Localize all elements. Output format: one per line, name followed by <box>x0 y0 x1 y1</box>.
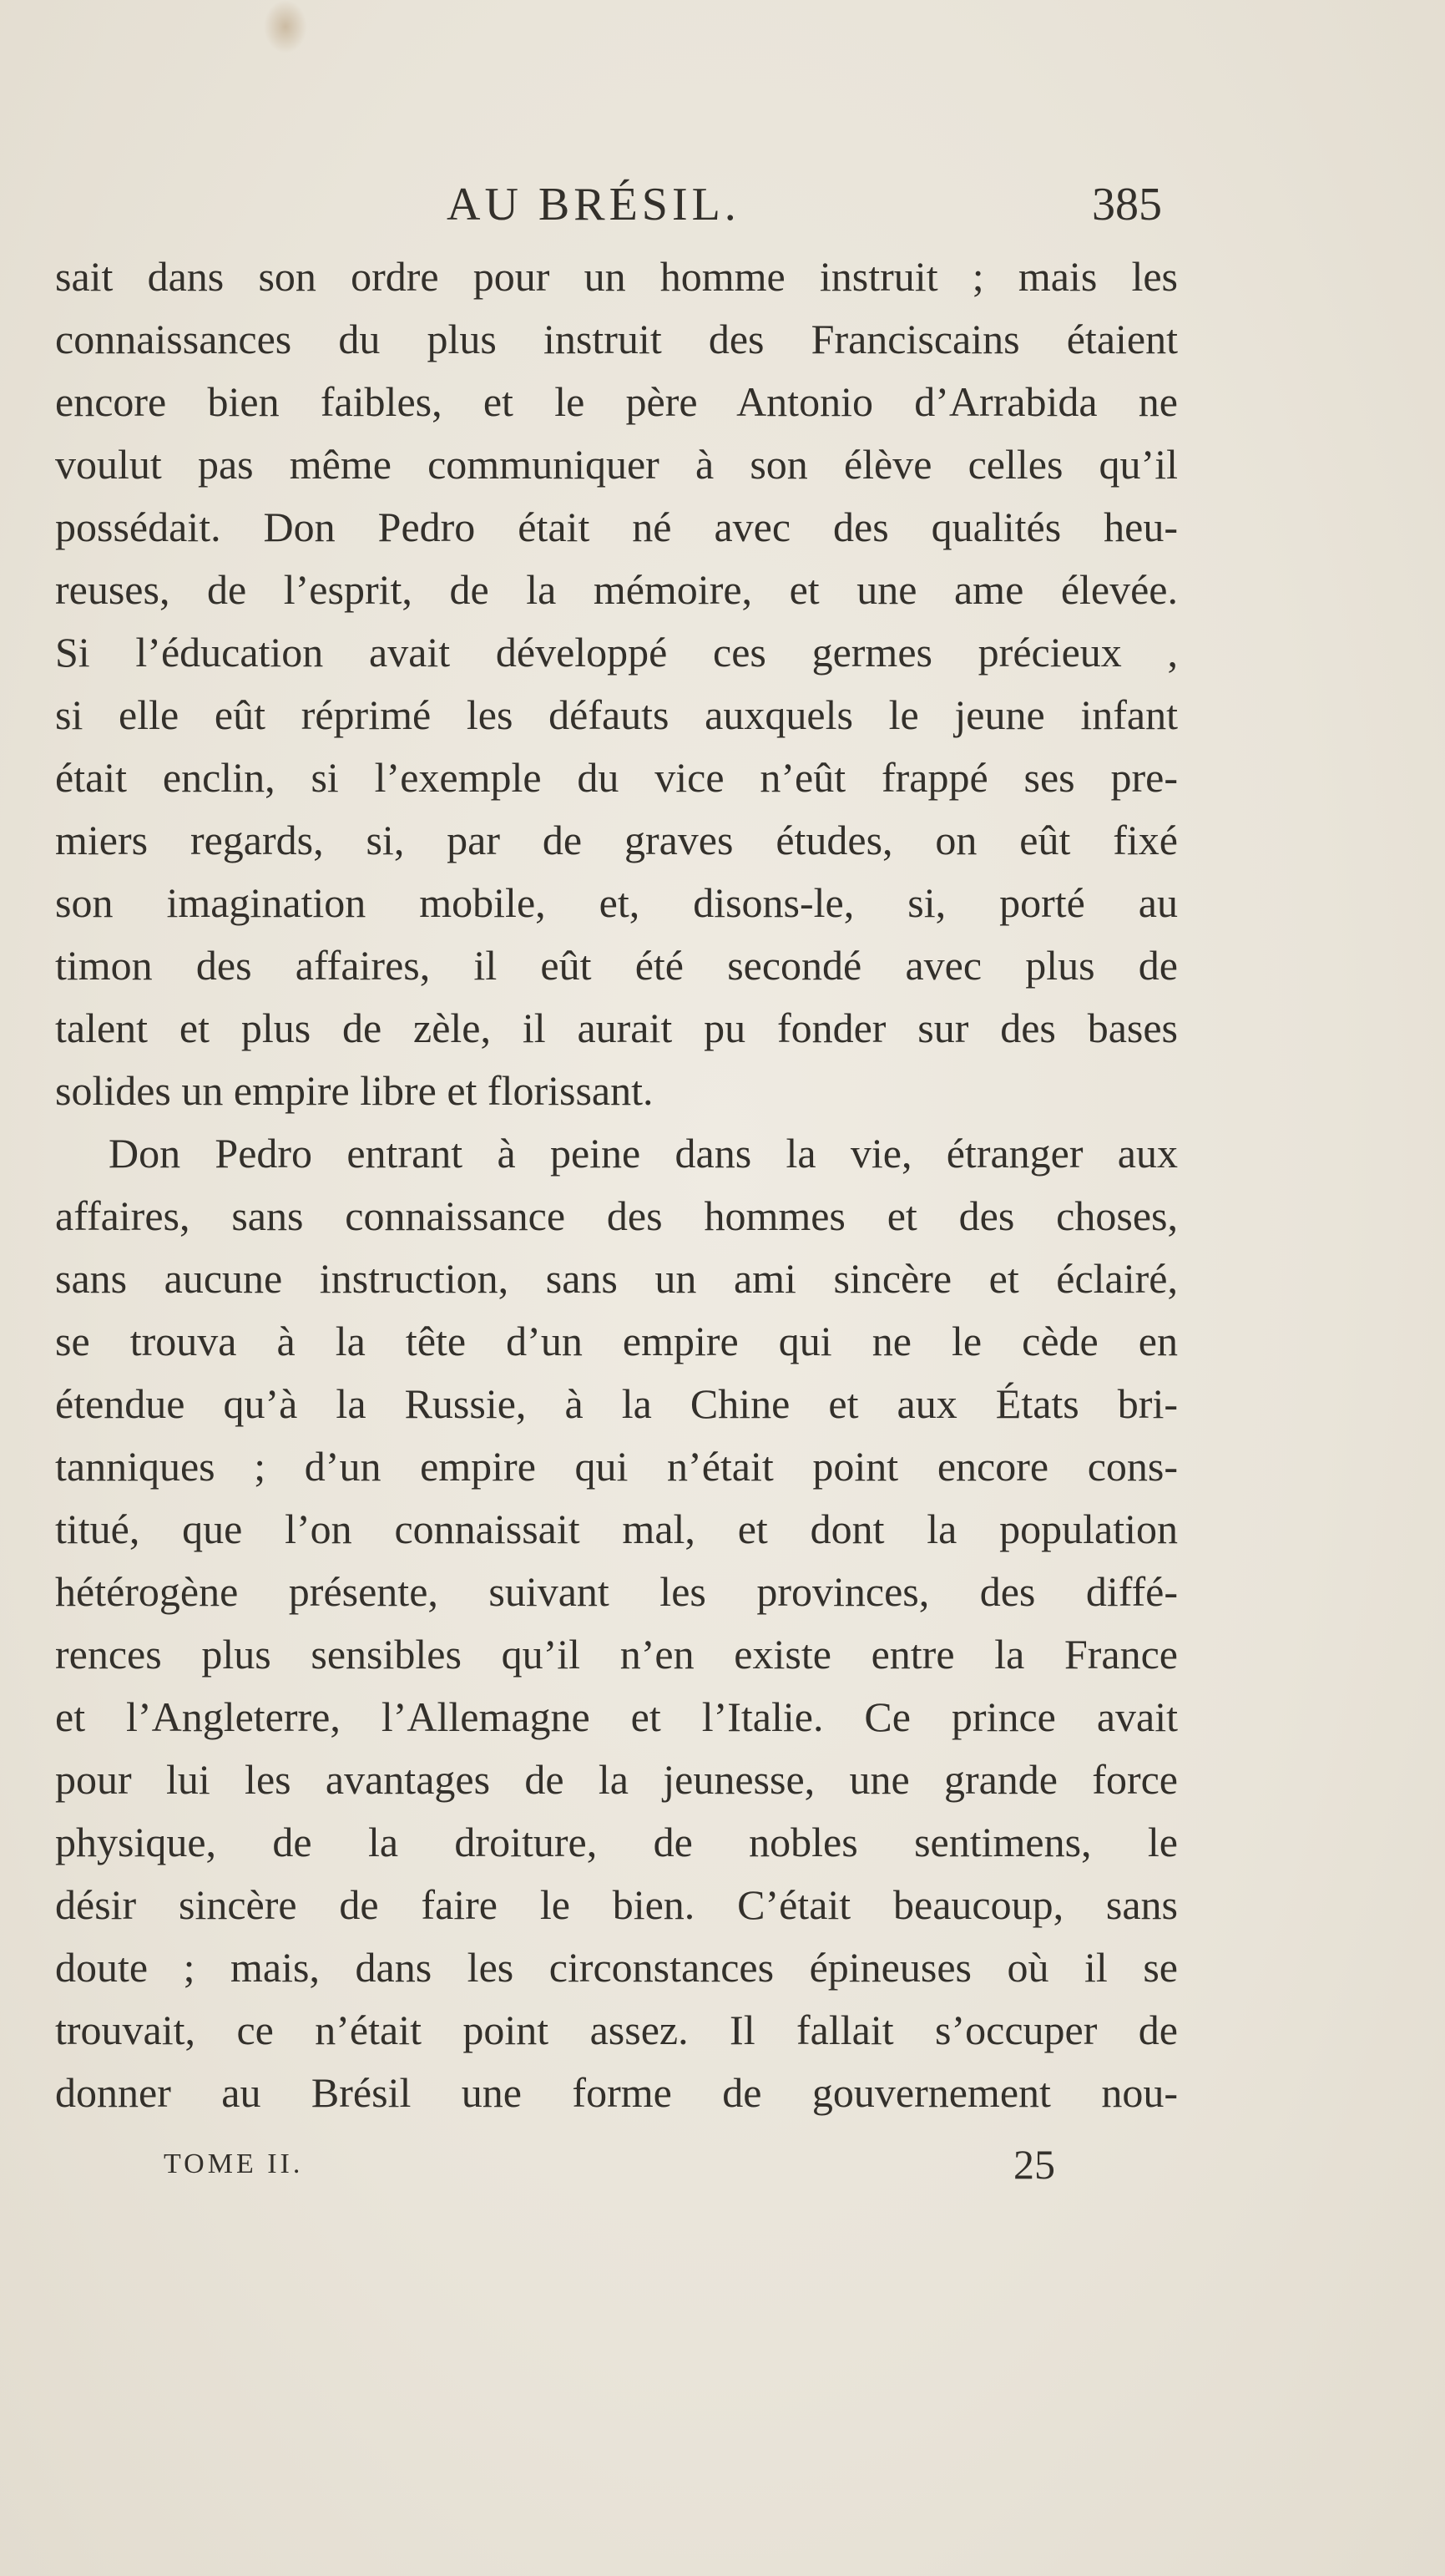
text-line: doute ; mais, dans les circonstances épineuses où il se <box>55 1944 1178 1991</box>
text-line: possédait. Don Pedro était né avec des qualités heu- <box>55 504 1178 550</box>
text-line: reuses, de l’esprit, de la mémoire, et une ame élevée. <box>55 566 1178 613</box>
signature-mark: 25 <box>1013 2141 1055 2188</box>
text-line: étendue qu’à la Russie, à la Chine et aux États bri- <box>55 1380 1178 1427</box>
text-line: sans aucune instruction, sans un ami sincère et éclairé, <box>55 1255 1178 1302</box>
text-line: miers regards, si, par de graves études, on eût fixé <box>55 817 1178 863</box>
page-footer <box>164 2135 1082 2194</box>
text-line: désir sincère de faire le bien. C’était beaucoup, sans <box>55 1881 1178 1928</box>
paper-stain <box>264 0 307 53</box>
text-line: timon des affaires, il eût été secondé avec plus de <box>55 942 1178 989</box>
text-line: Don Pedro entrant à peine dans la vie, étranger aux <box>109 1130 1178 1177</box>
text-line: et l’Angleterre, l’Allemagne et l’Italie. Ce prince avait <box>55 1693 1178 1740</box>
text-line: voulut pas même communiquer à son élève celles qu’il <box>55 441 1178 488</box>
page-number: 385 <box>1092 179 1162 230</box>
text-line: affaires, sans connaissance des hommes et des choses, <box>55 1192 1178 1239</box>
text-line: hétérogène présente, suivant les provinces, des diffé- <box>55 1568 1178 1615</box>
text-line: Si l’éducation avait développé ces germes précieux , <box>55 629 1178 676</box>
text-line: solides un empire libre et florissant. <box>55 1067 654 1114</box>
text-line: connaissances du plus instruit des Franciscains étaient <box>55 316 1178 362</box>
text-line: donner au Brésil une forme de gouvernement nou- <box>55 2069 1178 2116</box>
text-line: tanniques ; d’un empire qui n’était point encore cons- <box>55 1443 1178 1490</box>
text-line: se trouva à la tête d’un empire qui ne le cède en <box>55 1318 1178 1364</box>
page-header <box>50 171 1177 238</box>
text-line: pour lui les avantages de la jeunesse, une grande force <box>55 1756 1178 1803</box>
text-line: talent et plus de zèle, il aurait pu fonder sur des bases <box>55 1005 1178 1051</box>
text-line: rences plus sensibles qu’il n’en existe entre la France <box>55 1631 1178 1678</box>
text-line: si elle eût réprimé les défauts auxquels le jeune infant <box>55 691 1178 738</box>
text-line: encore bien faibles, et le père Antonio d’Arrabida ne <box>55 378 1178 425</box>
body-text <box>55 245 1178 2124</box>
text-line: physique, de la droiture, de nobles sentimens, le <box>55 1819 1178 1865</box>
text-line: était enclin, si l’exemple du vice n’eût frappé ses pre- <box>55 754 1178 801</box>
text-line: trouvait, ce n’était point assez. Il fallait s’occuper de <box>55 2007 1178 2053</box>
text-line: sait dans son ordre pour un homme instruit ; mais les <box>55 253 1178 300</box>
text-line: titué, que l’on connaissait mal, et dont la population <box>55 1506 1178 1552</box>
volume-label: TOME II. <box>164 2148 304 2179</box>
running-title: AU BRÉSIL. <box>447 179 740 230</box>
text-line: son imagination mobile, et, disons-le, si, porté au <box>55 879 1178 926</box>
